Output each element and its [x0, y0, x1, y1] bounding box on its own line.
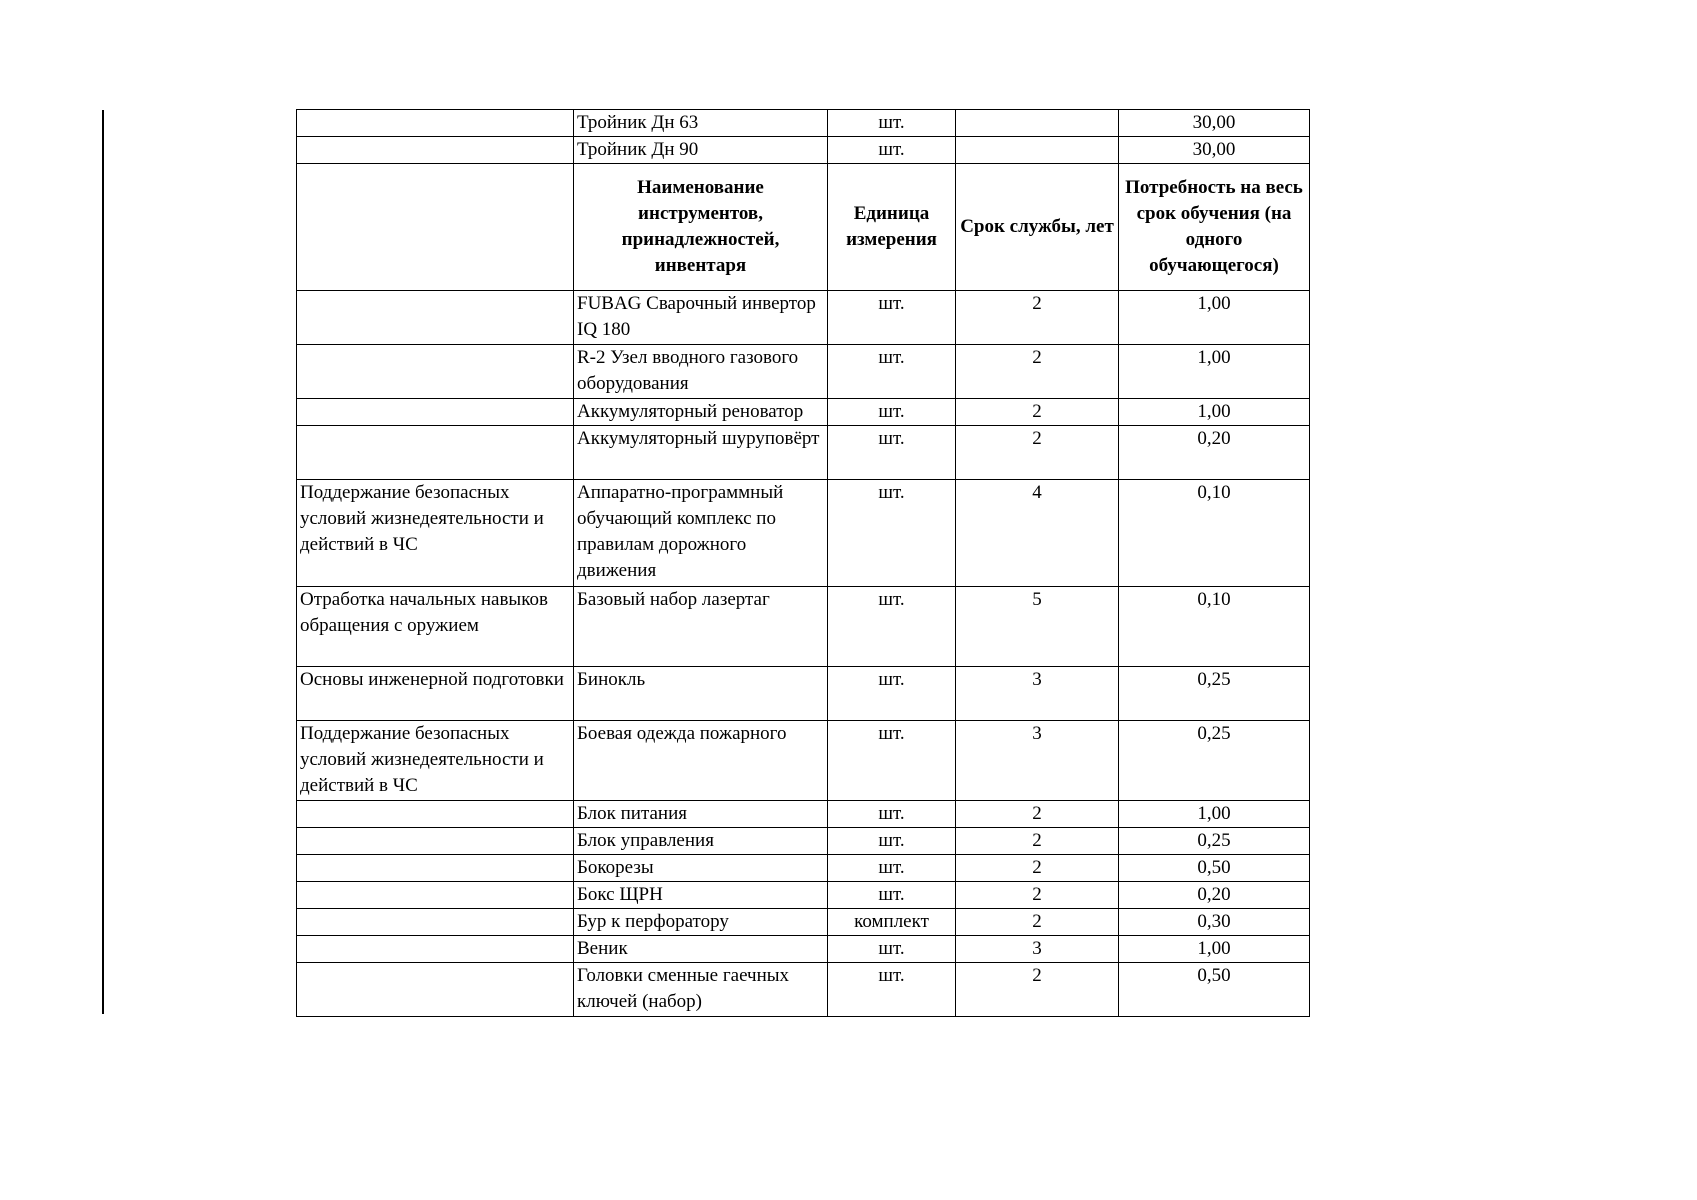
life-cell: 2	[956, 855, 1119, 882]
need-cell: 0,10	[1119, 480, 1310, 587]
item-name-cell: Тройник Дн 90	[574, 137, 828, 164]
life-cell: 2	[956, 426, 1119, 480]
section-cell	[297, 855, 574, 882]
table-row	[297, 291, 1310, 345]
life-cell: 3	[956, 936, 1119, 963]
section-header-cell	[297, 164, 574, 291]
section-cell	[297, 291, 574, 345]
life-cell: 4	[956, 480, 1119, 587]
need-cell: 30,00	[1119, 110, 1310, 137]
life-cell	[956, 110, 1119, 137]
unit-cell: шт.	[828, 426, 956, 480]
item-name-cell: FUBAG Сварочный инвертор IQ 180	[574, 291, 828, 345]
unit-cell: шт.	[828, 667, 956, 721]
life-cell: 2	[956, 399, 1119, 426]
section-cell: Поддержание безопасных условий жизнедеятельности и действий в ЧС	[297, 480, 574, 587]
need-cell: 0,50	[1119, 963, 1310, 1017]
life-cell: 2	[956, 291, 1119, 345]
item-name-cell: Аккумуляторный шуруповёрт	[574, 426, 828, 480]
unit-cell: шт.	[828, 963, 956, 1017]
unit-cell: шт.	[828, 855, 956, 882]
item-name-cell: Аппаратно-программный обучающий комплекс по правилам дорожного движения	[574, 480, 828, 587]
item-name-cell: R-2 Узел вводного газового оборудования	[574, 345, 828, 399]
life-cell: 2	[956, 801, 1119, 828]
need-cell: 0,20	[1119, 882, 1310, 909]
table-row	[297, 909, 1310, 936]
unit-cell: шт.	[828, 882, 956, 909]
life-cell: 2	[956, 828, 1119, 855]
table-row	[297, 667, 1310, 721]
unit-cell: шт.	[828, 936, 956, 963]
need-cell: 1,00	[1119, 936, 1310, 963]
unit-cell: шт.	[828, 345, 956, 399]
table-body	[297, 291, 1310, 1017]
item-name-cell: Бинокль	[574, 667, 828, 721]
item-name-cell: Тройник Дн 63	[574, 110, 828, 137]
section-cell	[297, 399, 574, 426]
need-cell: 0,10	[1119, 587, 1310, 667]
section-cell	[297, 426, 574, 480]
table-row	[297, 963, 1310, 1017]
page-margin-line	[102, 110, 104, 1014]
item-name-cell: Веник	[574, 936, 828, 963]
table-row	[297, 721, 1310, 801]
section-cell	[297, 345, 574, 399]
section-cell	[297, 936, 574, 963]
item-name-cell: Бур к перфоратору	[574, 909, 828, 936]
table-row	[297, 801, 1310, 828]
table-row	[297, 855, 1310, 882]
need-cell: 0,50	[1119, 855, 1310, 882]
unit-cell: шт.	[828, 801, 956, 828]
unit-cell: комплект	[828, 909, 956, 936]
item-name-cell: Базовый набор лазертаг	[574, 587, 828, 667]
need-cell: 1,00	[1119, 291, 1310, 345]
header-service-life: Срок службы, лет	[956, 164, 1119, 291]
life-cell: 3	[956, 721, 1119, 801]
unit-cell: шт.	[828, 110, 956, 137]
need-cell: 1,00	[1119, 345, 1310, 399]
need-cell: 30,00	[1119, 137, 1310, 164]
item-name-cell: Блок управления	[574, 828, 828, 855]
section-cell	[297, 882, 574, 909]
table-row	[297, 882, 1310, 909]
need-cell: 0,30	[1119, 909, 1310, 936]
section-cell	[297, 828, 574, 855]
table-row	[297, 137, 1310, 164]
section-cell	[297, 137, 574, 164]
unit-cell: шт.	[828, 480, 956, 587]
section-cell	[297, 963, 574, 1017]
item-name-cell: Боевая одежда пожарного	[574, 721, 828, 801]
table-row	[297, 110, 1310, 137]
need-cell: 0,25	[1119, 828, 1310, 855]
section-cell	[297, 801, 574, 828]
life-cell	[956, 137, 1119, 164]
section-cell	[297, 909, 574, 936]
table-row	[297, 587, 1310, 667]
need-cell: 0,20	[1119, 426, 1310, 480]
need-cell: 1,00	[1119, 399, 1310, 426]
item-name-cell: Аккумуляторный реноватор	[574, 399, 828, 426]
unit-cell: шт.	[828, 291, 956, 345]
life-cell: 2	[956, 909, 1119, 936]
table-header-row	[297, 164, 1310, 291]
table-row	[297, 345, 1310, 399]
equipment-table	[296, 109, 1310, 1017]
item-name-cell: Блок питания	[574, 801, 828, 828]
unit-cell: шт.	[828, 587, 956, 667]
section-cell: Основы инженерной подготовки	[297, 667, 574, 721]
life-cell: 3	[956, 667, 1119, 721]
table-row	[297, 828, 1310, 855]
section-cell	[297, 110, 574, 137]
item-name-cell: Бокорезы	[574, 855, 828, 882]
header-unit: Единица измерения	[828, 164, 956, 291]
life-cell: 2	[956, 963, 1119, 1017]
unit-cell: шт.	[828, 137, 956, 164]
table-row	[297, 480, 1310, 587]
need-cell: 0,25	[1119, 721, 1310, 801]
table-row	[297, 426, 1310, 480]
life-cell: 2	[956, 882, 1119, 909]
unit-cell: шт.	[828, 828, 956, 855]
table-row	[297, 399, 1310, 426]
item-name-cell: Бокс ЩРН	[574, 882, 828, 909]
unit-cell: шт.	[828, 721, 956, 801]
unit-cell: шт.	[828, 399, 956, 426]
life-cell: 5	[956, 587, 1119, 667]
header-need: Потребность на весь срок обучения (на одного обучающегося)	[1119, 164, 1310, 291]
table-row	[297, 936, 1310, 963]
section-cell: Отработка начальных навыков обращения с оружием	[297, 587, 574, 667]
header-item-name: Наименование инструментов, принадлежностей, инвентаря	[574, 164, 828, 291]
need-cell: 0,25	[1119, 667, 1310, 721]
need-cell: 1,00	[1119, 801, 1310, 828]
item-name-cell: Головки сменные гаечных ключей (набор)	[574, 963, 828, 1017]
life-cell: 2	[956, 345, 1119, 399]
section-cell: Поддержание безопасных условий жизнедеятельности и действий в ЧС	[297, 721, 574, 801]
